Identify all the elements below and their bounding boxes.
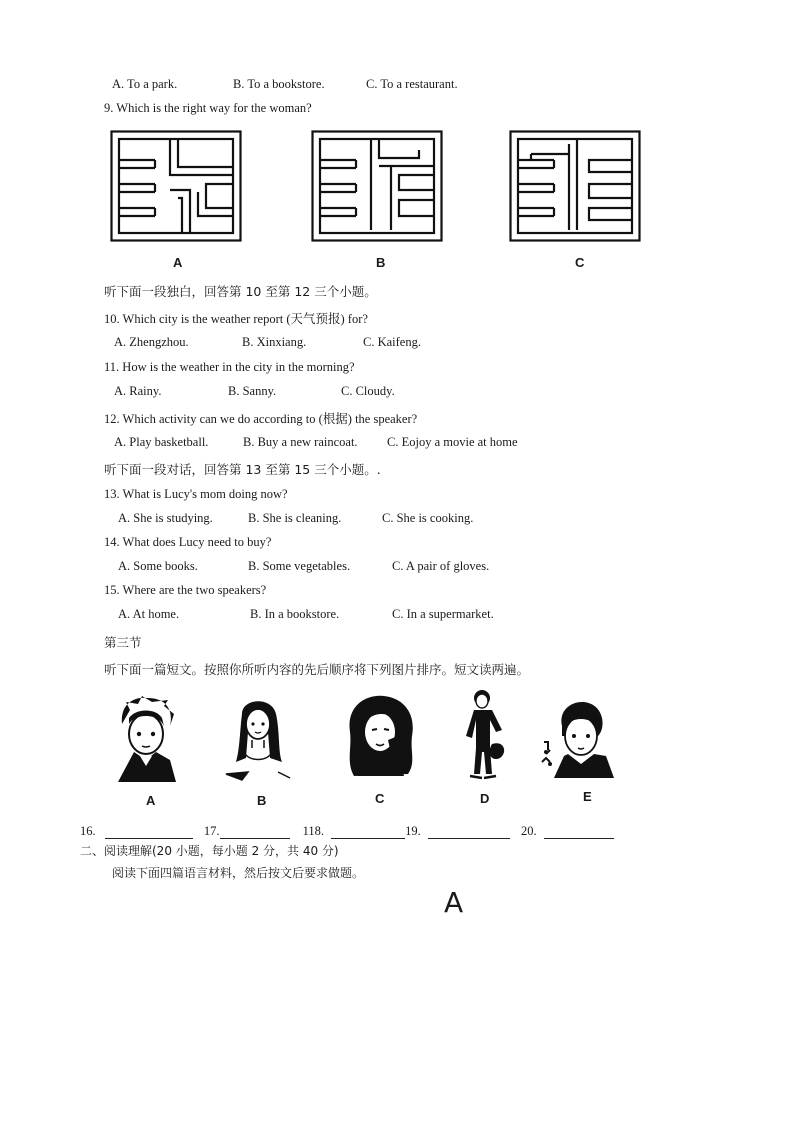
portrait-d-image — [456, 686, 512, 782]
section3-title: 第三节 — [104, 635, 142, 650]
maze-a-image — [110, 130, 242, 242]
part2-instruction: 阅读下面四篇语言材料，然后按文后要求做题。 — [112, 866, 365, 880]
q11-option-c: C. Cloudy. — [341, 384, 395, 398]
maze-a-label: A — [173, 255, 183, 270]
q10-question: 10. Which city is the weather report (天气预报) for? — [104, 312, 368, 326]
q10-option-c: C. Kaifeng. — [363, 335, 421, 349]
answer-blank-20[interactable] — [544, 826, 614, 839]
q8-option-b: B. To a bookstore. — [233, 77, 325, 91]
portrait-b-image — [222, 692, 294, 784]
section3-instruction: 听下面一篇短文。按照你所听内容的先后顺序将下列图片排序。短文读两遍。 — [104, 662, 530, 677]
answer-blank-17[interactable] — [220, 826, 290, 839]
q15-question: 15. Where are the two speakers? — [104, 583, 267, 597]
q13-question: 13. What is Lucy's mom doing now? — [104, 487, 288, 501]
q11-option-a: A. Rainy. — [114, 384, 162, 398]
q12-option-c: C. Eojoy a movie at home — [387, 435, 518, 449]
q12-question: 12. Which activity can we do according to (根据) the speaker? — [104, 412, 418, 426]
q12-option-a: A. Play basketball. — [114, 435, 209, 449]
answer-blank-18[interactable] — [331, 826, 405, 839]
dialogue-instruction: 听下面一段对话，回答第 13 至第 15 三个小题。. — [104, 462, 381, 477]
maze-b-image — [311, 130, 443, 242]
answer-label-17: 17. — [203, 824, 220, 838]
maze-c-image — [509, 130, 641, 242]
monologue-instruction: 听下面一段独白，回答第 10 至第 12 三个小题。 — [104, 284, 377, 299]
portrait-c-image — [342, 692, 420, 782]
maze-c-label: C — [575, 255, 585, 270]
q13-option-c: C. She is cooking. — [382, 511, 474, 525]
part2-heading: 二、阅读理解(20 小题，每小题 2 分，共 40 分) — [80, 844, 339, 858]
answer-blanks-row — [80, 824, 614, 839]
portrait-b-label: B — [257, 793, 267, 808]
answer-label-20: 20. — [521, 824, 537, 838]
q14-question: 14. What does Lucy need to buy? — [104, 535, 272, 549]
passage-letter: A — [444, 886, 464, 919]
portrait-e-image — [540, 692, 618, 780]
q14-option-a: A. Some books. — [118, 559, 198, 573]
answer-label-19: 19. — [405, 824, 421, 838]
portrait-a-image — [112, 694, 182, 784]
q14-option-b: B. Some vegetables. — [248, 559, 351, 573]
q9-question: 9. Which is the right way for the woman? — [104, 101, 312, 115]
q12-option-b: B. Buy a new raincoat. — [243, 435, 358, 449]
q15-option-c: C. In a supermarket. — [392, 607, 494, 621]
portrait-e-label: E — [583, 789, 592, 804]
maze-b-label: B — [376, 255, 386, 270]
portrait-d-label: D — [480, 791, 490, 806]
portrait-c-label: C — [375, 791, 385, 806]
q14-option-c: C. A pair of gloves. — [392, 559, 490, 573]
answer-label-18: 118. — [302, 824, 325, 838]
q8-option-c: C. To a restaurant. — [366, 77, 458, 91]
answer-blank-16[interactable] — [105, 826, 193, 839]
q10-option-a: A. Zhengzhou. — [114, 335, 189, 349]
q10-option-b: B. Xinxiang. — [242, 335, 307, 349]
q15-option-a: A. At home. — [118, 607, 180, 621]
portrait-a-label: A — [146, 793, 156, 808]
answer-blank-19[interactable] — [428, 826, 510, 839]
q11-option-b: B. Sanny. — [228, 384, 277, 398]
q8-option-a: A. To a park. — [112, 77, 178, 91]
q11-question: 11. How is the weather in the city in the morning? — [104, 360, 355, 374]
q13-option-a: A. She is studying. — [118, 511, 213, 525]
q13-option-b: B. She is cleaning. — [248, 511, 342, 525]
q15-option-b: B. In a bookstore. — [250, 607, 340, 621]
answer-label-16: 16. — [80, 824, 96, 838]
